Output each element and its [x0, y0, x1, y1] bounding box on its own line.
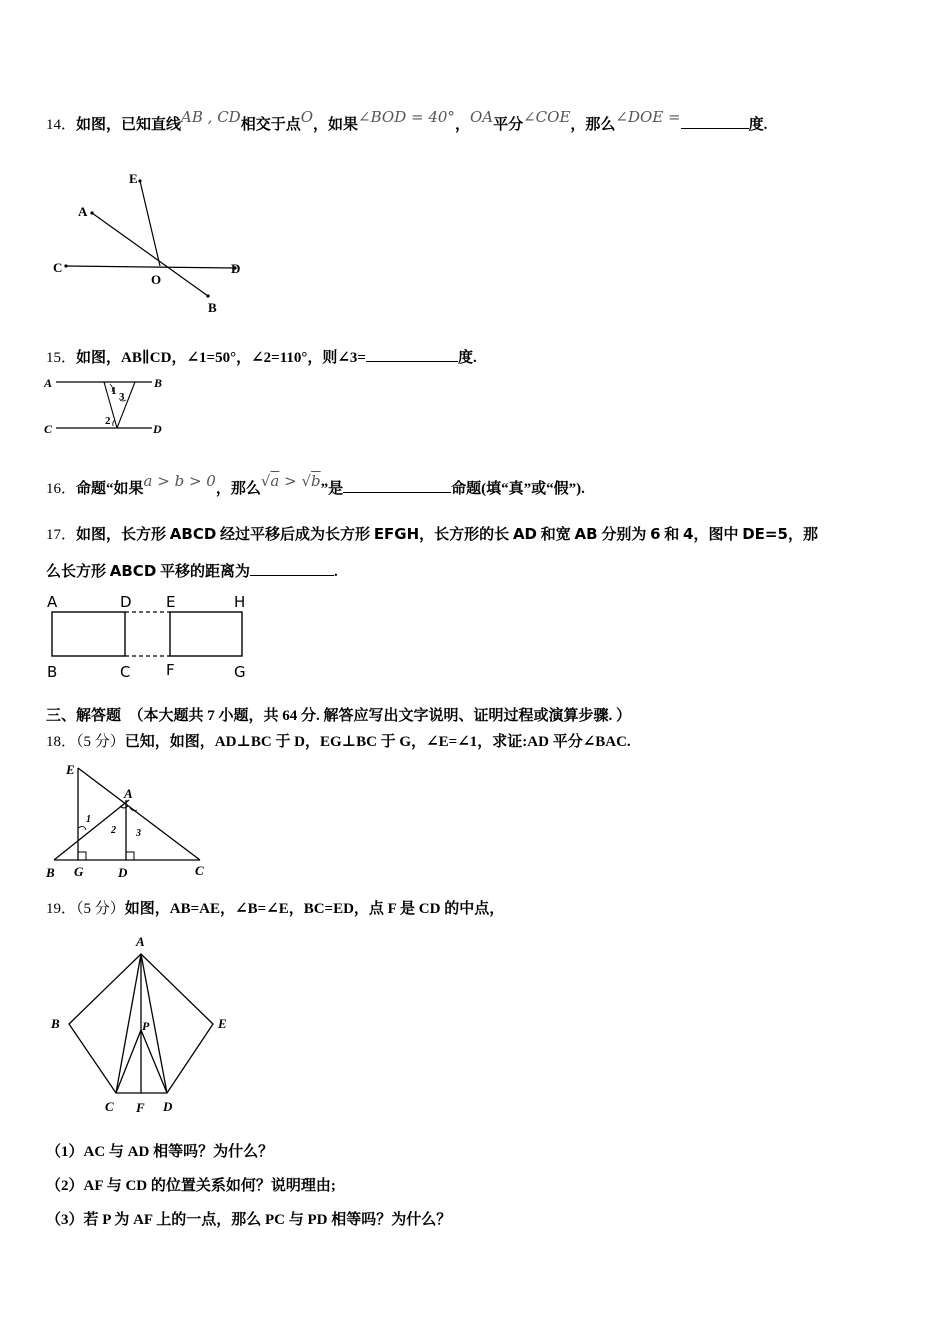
q19-label-e: E	[218, 1016, 227, 1031]
q18-line-ba	[54, 800, 129, 860]
q16-answer-blank[interactable]	[343, 478, 451, 493]
question-17-line-1	[46, 523, 818, 544]
q17-label-c: C	[120, 663, 131, 681]
q17-text: 分别为	[597, 527, 651, 543]
q16-radicand-b: b	[311, 472, 321, 490]
q14-line-cd	[66, 266, 235, 268]
q19-score: （5 分）	[76, 901, 125, 917]
q14-text-4: ，	[454, 117, 470, 133]
q14-math-angle-doe: ∠DOE =	[615, 108, 681, 126]
q19-sub-3: （3）若 P 为 AF 上的一点，那么 PC 与 PD 相等吗？为什么？	[46, 1212, 452, 1228]
q15-label-a: A	[44, 376, 53, 390]
q17-term: 4	[683, 525, 694, 543]
q17-text: 和宽	[537, 527, 575, 543]
q14-text-1: 如图，已知直线	[76, 117, 182, 133]
q17-label-a: A	[47, 593, 58, 611]
q18-label-angle-1: 1	[86, 814, 91, 825]
q14-text-3: ，如果	[313, 117, 359, 133]
q18-label-g: G	[74, 864, 84, 879]
q17-label-b: B	[47, 663, 58, 681]
q14-number: 14．	[46, 117, 77, 133]
q19-label-c: C	[105, 1099, 114, 1114]
q18-label-d: D	[118, 865, 128, 880]
q15-label-angle-1: 1	[111, 385, 117, 397]
question-14	[46, 108, 768, 134]
q16-text-2: ，那么	[215, 481, 261, 497]
q18-figure	[40, 758, 220, 883]
q19-label-p: P	[142, 1019, 150, 1033]
q18-line-ec	[78, 768, 200, 860]
q19-number: 19．	[46, 901, 77, 917]
q15-label-angle-2: 2	[105, 415, 111, 427]
q16-math-condition: a > b > 0	[143, 472, 216, 490]
question-17-line-2	[46, 560, 338, 581]
q18-label-c: C	[195, 863, 204, 878]
q17-label-e: E	[166, 593, 176, 611]
q14-figure	[40, 165, 260, 320]
q17-label-d: D	[120, 593, 132, 611]
q17-term: AB	[574, 525, 598, 543]
q18-text: 已知，如图，AD⊥BC 于 D，EG⊥BC 于 G，∠E=∠1，求证:AD 平分∠BAC.	[124, 734, 631, 750]
q17-text: 和	[660, 527, 684, 543]
q17-rect-efgh	[170, 612, 242, 656]
q15-text-2: 度.	[457, 350, 477, 366]
q15-label-b: B	[154, 376, 163, 390]
q17-text: .	[334, 564, 338, 580]
q15-label-c: C	[44, 422, 53, 436]
q14-math-oa: OA	[469, 108, 494, 126]
q19-figure	[40, 930, 250, 1120]
q15-number: 15．	[46, 350, 77, 366]
q18-label-angle-2: 2	[111, 825, 116, 836]
q14-answer-blank[interactable]	[681, 114, 749, 129]
q17-term: EFGH	[373, 525, 420, 543]
q19-sub-2: （2）AF 与 CD 的位置关系如何？说明理由;	[46, 1178, 336, 1194]
question-16	[46, 472, 585, 498]
q17-term: 6	[650, 525, 661, 543]
q14-label-c: C	[53, 260, 63, 275]
q15-text-1: 如图，AB∥CD，∠1=50°，∠2=110°，则∠3=	[76, 350, 366, 366]
q14-label-b: B	[208, 300, 217, 315]
q19-line-pd	[141, 1030, 167, 1093]
q15-label-angle-3: 3	[119, 391, 125, 403]
q19-label-b: B	[51, 1016, 60, 1031]
q17-number: 17．	[46, 527, 77, 543]
q17-term: AD	[512, 525, 537, 543]
q18-label-e: E	[66, 762, 75, 777]
section-3-title: 三、解答题	[46, 708, 122, 724]
sqrt-icon: √	[260, 472, 271, 490]
q14-math-angle-bod: ∠BOD = 40°	[358, 108, 455, 126]
q17-rect-abcd	[52, 612, 125, 656]
question-18	[46, 730, 631, 751]
q18-label-angle-3: 3	[136, 828, 141, 839]
q17-label-h: H	[234, 593, 246, 611]
q15-label-d: D	[153, 422, 162, 436]
q18-score: （5 分）	[76, 734, 125, 750]
q14-ray-oe	[140, 181, 160, 266]
q18-label-b: B	[46, 865, 55, 880]
q14-label-d: D	[231, 261, 241, 276]
q14-math-angle-coe: ∠COE	[523, 108, 571, 126]
section-3-note: （本大题共 7 小题，共 64 分. 解答应写出文字说明、证明过程或演算步骤. ）	[128, 708, 632, 724]
q14-math-ab-cd: AB , CD	[181, 108, 241, 126]
q17-term: ABCD	[169, 525, 217, 543]
q17-text: 经过平移后成为长方形	[216, 527, 374, 543]
q14-text-5: 平分	[493, 117, 524, 133]
q14-label-o: O	[151, 272, 162, 287]
q14-math-o: O	[300, 108, 314, 126]
q15-figure	[40, 370, 180, 440]
q14-label-a: A	[78, 204, 88, 219]
question-19	[46, 897, 504, 918]
q17-text: 平移的距离为	[156, 564, 251, 580]
q17-figure	[40, 590, 260, 685]
q18-label-a: A	[124, 786, 133, 801]
q17-label-f: F	[166, 661, 175, 679]
q19-text: 如图，AB=AE，∠B=∠E，BC=ED，点 F 是 CD 的中点，	[124, 901, 505, 917]
question-15	[46, 346, 477, 367]
q15-transversal-2	[117, 382, 135, 428]
q19-line-pc	[116, 1030, 141, 1093]
q15-answer-blank[interactable]	[366, 347, 458, 362]
q16-text-1: 命题“如果	[76, 481, 144, 497]
q16-number: 16．	[46, 481, 77, 497]
q17-term: DE=5	[742, 525, 788, 543]
q14-label-e: E	[129, 171, 138, 186]
q17-text: ，图中	[693, 527, 743, 543]
q18-number: 18．	[46, 734, 77, 750]
q16-text-4: 命题(填“真”或“假”).	[451, 481, 585, 497]
q16-math-conclusion	[261, 472, 321, 490]
sqrt-icon: √	[301, 472, 312, 490]
q16-radicand-a: a	[270, 472, 280, 490]
q17-text: ，那	[787, 527, 818, 543]
q14-text-7: 度.	[748, 117, 768, 133]
q19-sub-1: （1）AC 与 AD 相等吗？为什么？	[46, 1144, 274, 1160]
q19-label-f: F	[136, 1100, 145, 1115]
q17-text: 如图，长方形	[76, 527, 170, 543]
q14-text-2: 相交于点	[240, 117, 301, 133]
q17-text: ，长方形的长	[419, 527, 513, 543]
q17-answer-blank[interactable]	[250, 561, 334, 576]
q19-label-d: D	[163, 1099, 173, 1114]
q17-label-g: G	[234, 663, 246, 681]
q17-term: ABCD	[109, 562, 157, 580]
section-3-heading	[46, 704, 631, 725]
q16-math-op: >	[279, 472, 302, 490]
q16-text-3: ”是	[320, 481, 344, 497]
q19-label-a: A	[136, 934, 145, 949]
q17-text: 么长方形	[46, 564, 110, 580]
q14-text-6: ，那么	[570, 117, 616, 133]
